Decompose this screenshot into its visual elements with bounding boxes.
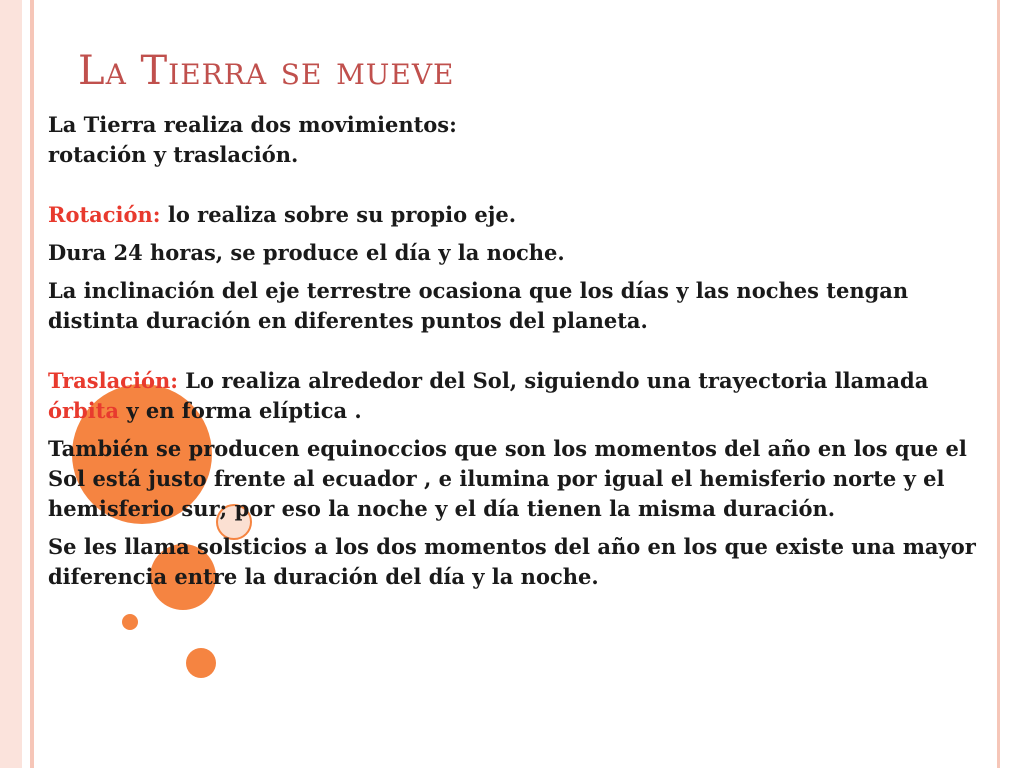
rotation-text: lo realiza sobre su propio eje. [160, 202, 517, 227]
translation-text-1: Lo realiza alrededor del Sol, siguiendo una trayectoria llamada [177, 368, 929, 393]
translation-label: Traslación: [48, 368, 178, 393]
decorative-circle-small [186, 648, 216, 678]
intro-line-1: La Tierra realiza dos movimientos: [48, 112, 457, 137]
rotation-label: Rotación: [48, 202, 161, 227]
left-decorative-line [30, 0, 34, 768]
translation-paragraph [48, 366, 978, 426]
decorative-circle-tiny [122, 614, 138, 630]
slide-body [48, 110, 978, 592]
equinox-paragraph: También se producen equinoccios que son los momentos del año en los que el Sol está justo frente al ecuador , e ilumina por igual el hemisferio norte y el hemisferio sur; por eso la noche y el día tienen la misma duración. [48, 436, 967, 521]
spacer [48, 170, 978, 200]
intro-line-2: rotación y traslación. [48, 142, 299, 167]
rotation-paragraph [48, 200, 978, 230]
translation-text-2: y en forma elíptica . [119, 398, 362, 423]
right-decorative-line [997, 0, 1000, 768]
left-decorative-stripe [0, 0, 22, 768]
rotation-duration: Dura 24 horas, se produce el día y la noche. [48, 240, 565, 265]
orbit-term: órbita [48, 398, 120, 423]
slide-title: La Tierra se mueve [78, 48, 455, 94]
solstice-paragraph: Se les llama solsticios a los dos momentos del año en los que existe una mayor diferencia entre la duración del día y la noche. [48, 534, 976, 589]
rotation-inclination: La inclinación del eje terrestre ocasiona que los días y las noches tengan distinta duración en diferentes puntos del planeta. [48, 278, 909, 333]
spacer [48, 336, 978, 366]
